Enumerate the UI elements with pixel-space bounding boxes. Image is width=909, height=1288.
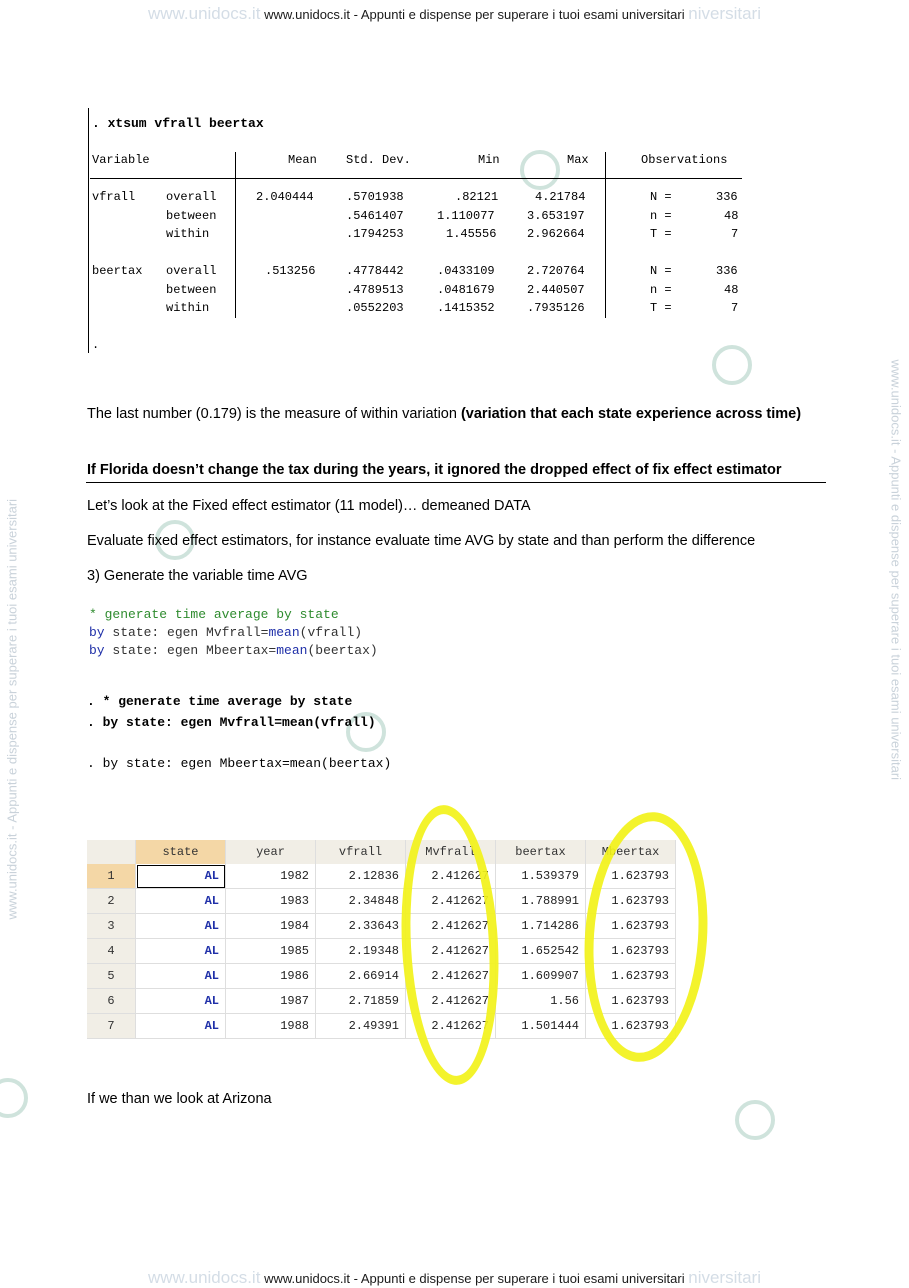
cell-year[interactable]: 1986: [226, 964, 316, 989]
xtsum-obs: 336: [716, 190, 738, 204]
cell-state[interactable]: AL: [136, 1014, 226, 1039]
cell-year[interactable]: 1984: [226, 914, 316, 939]
paragraph-evaluate: Evaluate fixed effect estimators, for instance evaluate time AVG by state and than perform the difference: [87, 533, 756, 549]
cell-vfrall[interactable]: 2.71859: [316, 989, 406, 1014]
watermark-logo-icon: [712, 345, 752, 385]
watermark-logo-icon: [735, 1100, 775, 1140]
row-number[interactable]: 4: [87, 939, 136, 964]
cell-mbeertax[interactable]: 1.623793: [586, 939, 676, 964]
watermark-side-left: www.unidocs.it - Appunti e dispense per superare i tuoi esami universitari: [4, 498, 20, 920]
paragraph-within-variation: [87, 403, 807, 425]
cell-vfrall[interactable]: 2.19348: [316, 939, 406, 964]
dofile-function: mean: [268, 625, 300, 640]
table-row: [87, 1014, 676, 1039]
cell-state[interactable]: AL: [136, 864, 226, 889]
section-rule: [86, 482, 826, 483]
cell-mvfrall[interactable]: 2.412627: [406, 914, 496, 939]
xtsum-max: 3.653197: [527, 209, 585, 223]
dofile-text: (vfrall): [299, 625, 363, 640]
cell-year[interactable]: 1983: [226, 889, 316, 914]
paragraph-fixed-effect: Let’s look at the Fixed effect estimator (11 model)… demeaned DATA: [87, 498, 531, 514]
watermark-footer-text: www.unidocs.it - Appunti e dispense per superare i tuoi esami universitari: [264, 1271, 685, 1286]
watermark-ghost-left: www.unidocs.it: [148, 4, 261, 23]
row-number[interactable]: 2: [87, 889, 136, 914]
row-number[interactable]: 7: [87, 1014, 136, 1039]
dofile-function: mean: [276, 643, 308, 658]
col-header-observations: Observations: [641, 153, 728, 167]
watermark-side-right: www.unidocs.it - Appunti e dispense per superare i tuoi esami universitari: [888, 359, 904, 781]
xtsum-header-rule: [90, 178, 742, 179]
xtsum-mean: 2.040444: [256, 190, 314, 204]
xtsum-max: .7935126: [527, 301, 585, 315]
cell-mbeertax[interactable]: 1.623793: [586, 889, 676, 914]
xtsum-obs: 7: [731, 301, 739, 315]
cell-state[interactable]: AL: [136, 939, 226, 964]
dofile-keyword: by: [89, 625, 105, 640]
watermark-footer-ghost-right: niversitari: [688, 1268, 761, 1287]
xtsum-obs-label: n =: [650, 283, 672, 297]
xtsum-sd: .4778442: [346, 264, 404, 278]
dofile-line-mvfrall: [89, 625, 362, 640]
table-row: [87, 864, 676, 889]
cell-beertax[interactable]: 1.714286: [496, 914, 586, 939]
row-number[interactable]: 3: [87, 914, 136, 939]
dofile-text: state: egen Mvfrall=: [104, 625, 269, 640]
xtsum-max: 2.720764: [527, 264, 585, 278]
dofile-comment: * generate time average by state: [89, 607, 339, 622]
watermark-logo-icon: [520, 150, 560, 190]
column-header-mvfrall[interactable]: Mvfrall: [406, 840, 496, 864]
xtsum-mean: .513256: [265, 264, 316, 278]
cell-vfrall[interactable]: 2.33643: [316, 914, 406, 939]
xtsum-obs: 48: [724, 283, 739, 297]
cell-mvfrall[interactable]: 2.412627: [406, 989, 496, 1014]
column-header-vfrall[interactable]: vfrall: [316, 840, 406, 864]
cell-mbeertax[interactable]: 1.623793: [586, 989, 676, 1014]
xtsum-sd: .5701938: [346, 190, 404, 204]
cell-year[interactable]: 1987: [226, 989, 316, 1014]
paragraph-florida: If Florida doesn’t change the tax during the years, it ignored the dropped effect of fix effect estimator: [87, 462, 782, 478]
xtsum-kind: between: [166, 209, 217, 223]
xtsum-min: .1415352: [437, 301, 495, 315]
cell-vfrall[interactable]: 2.49391: [316, 1014, 406, 1039]
watermark-footer-ghost-left: www.unidocs.it: [148, 1268, 261, 1287]
cell-mvfrall[interactable]: 2.412627: [406, 1014, 496, 1039]
paragraph-arizona: If we than we look at Arizona: [87, 1091, 272, 1107]
cell-mbeertax[interactable]: 1.623793: [586, 1014, 676, 1039]
xtsum-max: 2.440507: [527, 283, 585, 297]
dofile-text: state: egen Mbeertax=: [104, 643, 277, 658]
corner-cell: [87, 840, 136, 864]
cell-mvfrall[interactable]: 2.412627: [406, 964, 496, 989]
xtsum-var: beertax: [92, 264, 143, 278]
cell-year[interactable]: 1985: [226, 939, 316, 964]
cell-mvfrall[interactable]: 2.412627: [406, 889, 496, 914]
xtsum-kind: between: [166, 283, 217, 297]
cell-year[interactable]: 1982: [226, 864, 316, 889]
cell-mvfrall[interactable]: 2.412627: [406, 939, 496, 964]
result-mvfrall: . by state: egen Mvfrall=mean(vfrall): [87, 715, 376, 730]
cell-mbeertax[interactable]: 1.623793: [586, 914, 676, 939]
col-header-max: Max: [567, 153, 589, 167]
paragraph-generate: 3) Generate the variable time AVG: [87, 568, 308, 584]
xtsum-sd: .5461407: [346, 209, 404, 223]
cell-beertax[interactable]: 1.609907: [496, 964, 586, 989]
cell-mbeertax[interactable]: 1.623793: [586, 964, 676, 989]
cell-state[interactable]: AL: [136, 914, 226, 939]
cell-mbeertax[interactable]: 1.623793: [586, 864, 676, 889]
dofile-text: (beertax): [307, 643, 378, 658]
cell-beertax[interactable]: 1.56: [496, 989, 586, 1014]
cell-state[interactable]: AL: [136, 964, 226, 989]
xtsum-max: 4.21784: [535, 190, 586, 204]
xtsum-obs-label: T =: [650, 227, 672, 241]
watermark-footer: [0, 1268, 909, 1288]
xtsum-min: 1.110077: [437, 209, 495, 223]
xtsum-kind: overall: [166, 264, 217, 278]
xtsum-obs-label: N =: [650, 190, 672, 204]
row-number[interactable]: 1: [87, 864, 136, 889]
xtsum-obs-label: N =: [650, 264, 672, 278]
cell-beertax[interactable]: 1.652542: [496, 939, 586, 964]
xtsum-sd: .4789513: [346, 283, 404, 297]
xtsum-min: .82121: [455, 190, 499, 204]
xtsum-divider-right: [605, 152, 606, 318]
watermark-ghost-right: niversitari: [688, 4, 761, 23]
watermark-header-text: www.unidocs.it - Appunti e dispense per superare i tuoi esami universitari: [264, 7, 685, 22]
watermark-logo-icon: [0, 1078, 28, 1118]
paragraph-within-variation-bold: (variation that each state experience across time): [460, 406, 802, 422]
cell-mvfrall[interactable]: 2.412627: [406, 864, 496, 889]
xtsum-max: 2.962664: [527, 227, 585, 241]
xtsum-kind: within: [166, 227, 210, 241]
result-comment: . * generate time average by state: [87, 694, 353, 709]
xtsum-obs: 7: [731, 227, 739, 241]
xtsum-sd: .1794253: [346, 227, 404, 241]
cell-vfrall[interactable]: 2.34848: [316, 889, 406, 914]
xtsum-var: vfrall: [92, 190, 136, 204]
cell-beertax[interactable]: 1.788991: [496, 889, 586, 914]
xtsum-obs: 336: [716, 264, 738, 278]
paragraph-within-variation-text: The last number (0.179) is the measure of within variation: [87, 406, 461, 422]
cell-beertax[interactable]: 1.539379: [496, 864, 586, 889]
xtsum-command: . xtsum vfrall beertax: [92, 116, 264, 131]
xtsum-divider-left: [235, 152, 236, 318]
xtsum-kind: within: [166, 301, 210, 315]
xtsum-obs: 48: [724, 209, 739, 223]
result-mbeertax: . by state: egen Mbeertax=mean(beertax): [87, 756, 392, 771]
column-header-beertax[interactable]: beertax: [496, 840, 586, 864]
stata-output-border: [88, 108, 89, 353]
column-header-mbeertax[interactable]: Mbeertax: [586, 840, 676, 864]
cell-beertax[interactable]: 1.501444: [496, 1014, 586, 1039]
xtsum-sd: .0552203: [346, 301, 404, 315]
xtsum-obs-label: T =: [650, 301, 672, 315]
dofile-line-mbeertax: [89, 643, 378, 658]
column-header-year[interactable]: year: [226, 840, 316, 864]
xtsum-min: .0481679: [437, 283, 495, 297]
col-header-min: Min: [478, 153, 500, 167]
dofile-keyword: by: [89, 643, 105, 658]
col-header-variable: Variable: [92, 153, 150, 167]
xtsum-min: 1.45556: [446, 227, 497, 241]
watermark-header: [0, 4, 909, 24]
cell-vfrall[interactable]: 2.12836: [316, 864, 406, 889]
column-header-state[interactable]: state: [136, 840, 226, 864]
xtsum-obs-label: n =: [650, 209, 672, 223]
col-header-mean: Mean: [288, 153, 317, 167]
cell-vfrall[interactable]: 2.66914: [316, 964, 406, 989]
cell-state[interactable]: AL: [136, 989, 226, 1014]
col-header-sd: Std. Dev.: [346, 153, 411, 167]
data-browser-header: [87, 840, 676, 864]
row-number[interactable]: 5: [87, 964, 136, 989]
xtsum-min: .0433109: [437, 264, 495, 278]
row-number[interactable]: 6: [87, 989, 136, 1014]
cell-year[interactable]: 1988: [226, 1014, 316, 1039]
xtsum-kind: overall: [166, 190, 217, 204]
stata-prompt: .: [92, 338, 100, 352]
cell-state[interactable]: AL: [136, 889, 226, 914]
